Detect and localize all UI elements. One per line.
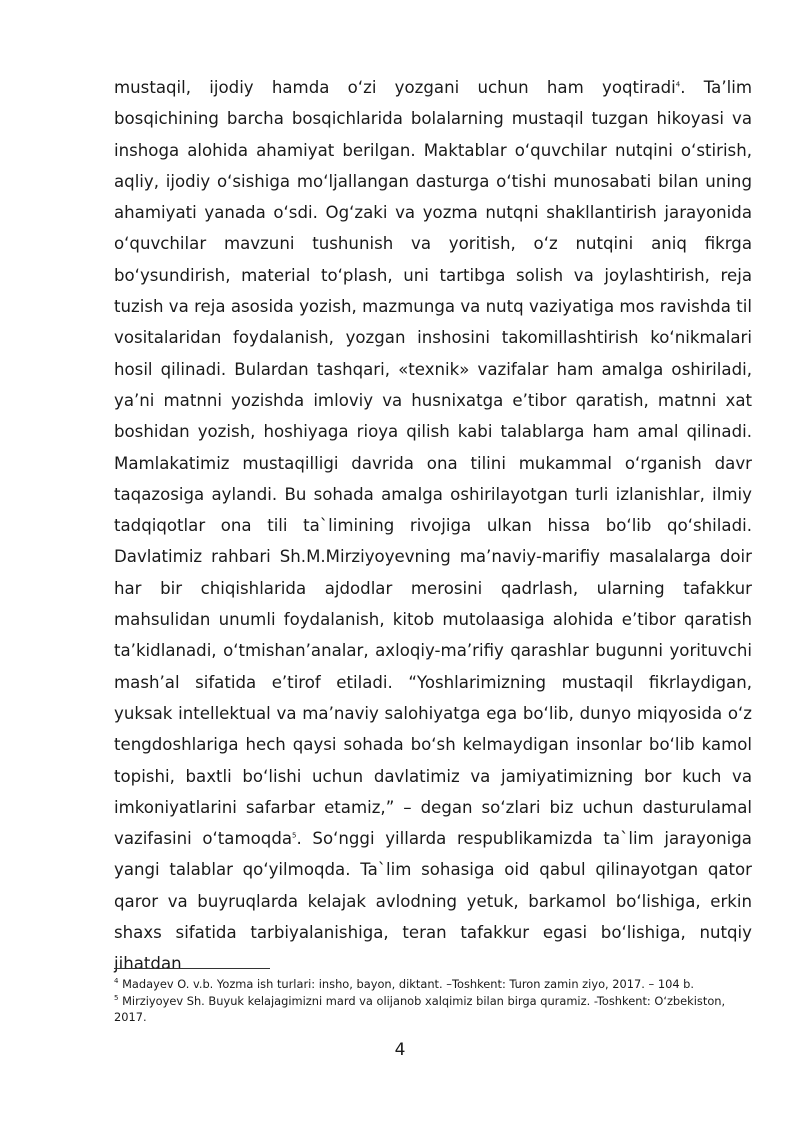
footnote-number: 5 xyxy=(114,993,119,1002)
page-number: 4 xyxy=(394,1040,406,1060)
body-text-part-2: . Ta’lim bosqichining barcha bosqichlarida bolalarning mustaqil tuzgan hikoyasi va inshoga alohida ahamiyat berilgan. Maktablar o‘quvchilar nutqini o‘stirish, aqliy, ijodiy o‘sishiga mo‘ljallangan dasturga o‘tishi munosabati bilan uning ahamiyati yanada o‘sdi. Og‘zaki va yozma nutqni shakllantirish jarayonida o‘quvchilar mavzuni tushunish va yoritish, o‘z nutqini aniq fikrga bo‘ysundirish, material to‘plash, uni tartibga solish va joylashtirish, reja tuzish va reja asosida yozish, mazmunga va nutq vaziyatiga mos ravishda til vositalaridan foydalanish, yozgan inshosini takomillashtirish ko‘nikmalari hosil qilinadi. Bulardan tashqari, «texnik» vazifalar ham amalga oshiriladi, ya’ni matnni yozishda imloviy va husnixatga e’tibor qaratish, matnni xat boshidan yozish, hoshiyaga rioya qilish kabi talablarga ham amal qilinadi. Mamlakatimiz mustaqilligi davrida ona tilini mukammal o‘rganish davr taqazosiga aylandi. Bu sohada amalga oshirilayotgan turli izlanishlar, ilmiy tadqiqotlar ona tili ta`limining rivojiga ulkan hissa bo‘lib qo‘shiladi. Davlatimiz rahbari Sh.M.Mirziyoyevning ma’naviy-marifiy masalalarga doir har bir chiqishlarida ajdodlar merosini qadrlash, ularning tafakkur mahsulidan unumli foydalanish, kitob mutolaasiga alohida e’tibor qaratish ta’kidlanadi, o‘tmishan’analar, axloqiy-ma’rifiy qarashlar bugunni yorituvchi mash’al sifatida e’tirof etiladi. “Yoshlarimizning mustaqil fikrlaydigan, yuksak intellektual va ma’naviy salohiyatga ega bo‘lib, dunyo miqyosida o‘z tengdoshlariga hech qaysi sohada bo‘sh kelmaydigan insonlar bo‘lib kamol topishi, baxtli bo‘lishi uchun davlatimiz va jamiyatimizning bor kuch va imkoniyatlarini safarbar etamiz,” – degan so‘zlari biz uchun dasturulamal vazifasini o‘tamoqda xyxy=(114,78,752,849)
footnote-text: Mirziyoyev Sh. Buyuk kelajagimizni mard va olijanob xalqimiz bilan birga quramiz. -Toshkent: O‘zbekiston, 2017. xyxy=(114,993,726,1024)
footnote-separator xyxy=(114,968,270,969)
body-text-part-1: mustaqil, ijodiy hamda o‘zi yozgani uchun ham yoqtiradi xyxy=(114,78,676,97)
footnote-text: Madayev O. v.b. Yozma ish turlari: insho, bayon, diktant. –Toshkent: Turon zamin ziyo, 2017. – 104 b. xyxy=(118,977,695,991)
body-text-part-3: . So‘nggi yillarda respublikamizda ta`lim jarayoniga yangi talablar qo‘yilmoqda. Ta`lim sohasiga oid qabul qilinayotgan qator qaror va buyruqlarda kelajak avlodning yetuk, barkamol bo‘lishiga, erkin shaxs sifatida tarbiyalanishiga, teran tafakkur egasi bo‘lishiga, nutqiy jihatdan xyxy=(114,829,752,974)
footnote-ref-4[interactable]: 4 xyxy=(675,80,681,89)
footnote-5 xyxy=(114,993,754,1026)
footnote-number: 4 xyxy=(114,977,119,986)
footnote-ref-5[interactable]: 5 xyxy=(292,831,297,840)
footnotes xyxy=(114,976,754,1026)
footnote-4 xyxy=(114,976,754,993)
body-paragraph xyxy=(114,72,752,980)
